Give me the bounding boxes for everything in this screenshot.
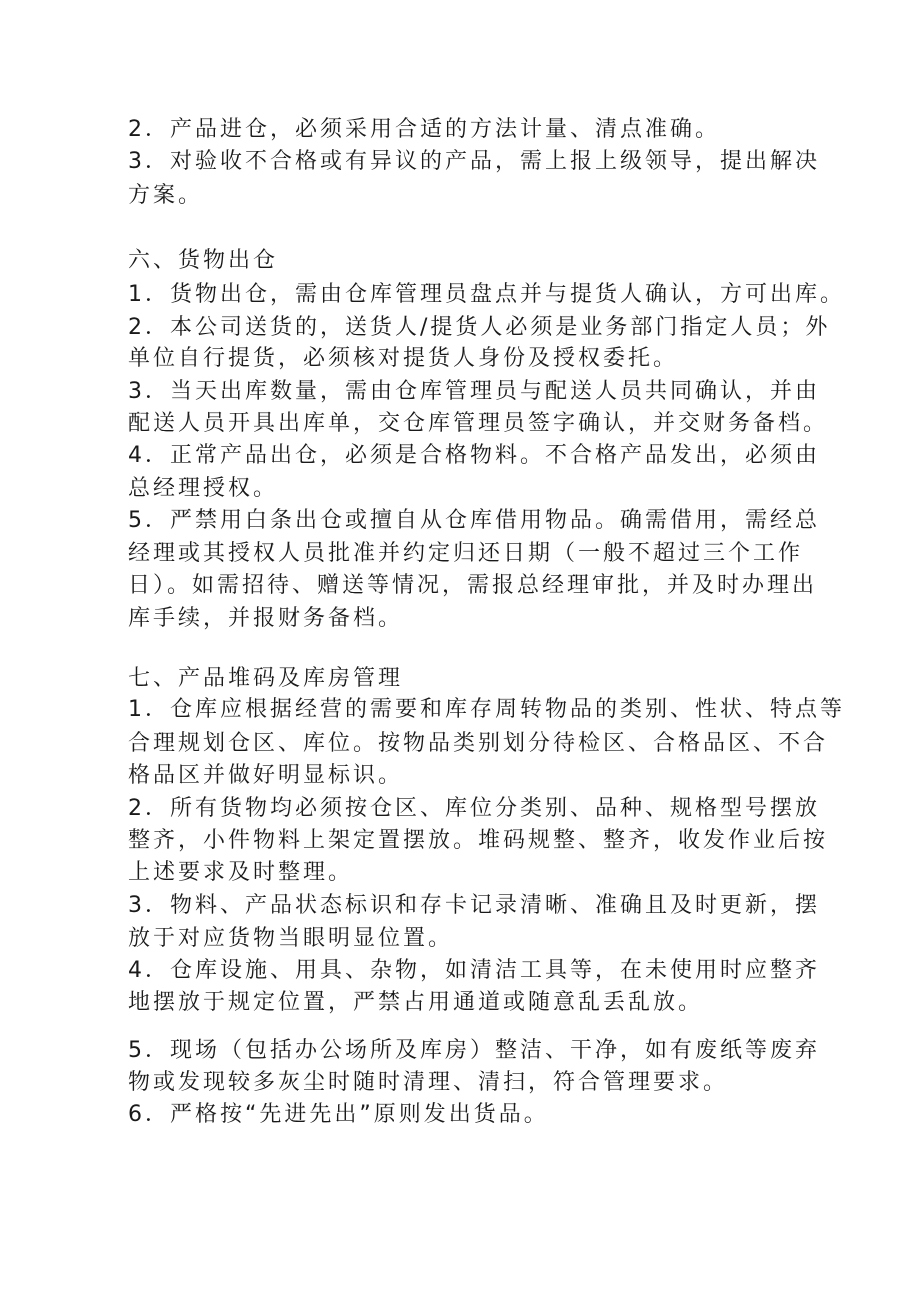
text-line: 1．仓库应根据经营的需要和库存周转物品的类别、性状、特点等 — [128, 697, 845, 722]
text-line: 4．仓库设施、用具、杂物，如清洁工具等，在未使用时应整齐 — [128, 958, 820, 983]
text-line: 1．货物出仓，需由仓库管理员盘点并与提货人确认，方可出库。 — [128, 282, 845, 307]
text-line: 格品区并做好明显标识。 — [128, 763, 404, 788]
section-heading: 七、产品堆码及库房管理 — [128, 666, 404, 691]
text-line: 物或发现较多灰尘时随时清理、清扫，符合管理要求。 — [128, 1070, 729, 1095]
text-line: 3．当天出库数量，需由仓库管理员与配送人员共同确认，并由 — [128, 379, 820, 404]
text-line: 放于对应货物当眼明显位置。 — [128, 926, 454, 951]
text-line: 3．对验收不合格或有异议的产品，需上报上级领导，提出解决 — [128, 149, 820, 174]
text-line: 经理或其授权人员批准并约定归还日期（一般不超过三个工作 — [128, 541, 804, 566]
text-line: 库手续，并报财务备档。 — [128, 606, 404, 631]
text-line: 2．产品进仓，必须采用合适的方法计量、清点准确。 — [128, 117, 720, 142]
text-line: 合理规划仓区、库位。按物品类别划分待检区、合格品区、不合 — [128, 731, 829, 756]
text-line: 整齐，小件物料上架定置摆放。堆码规整、整齐，收发作业后按 — [128, 828, 829, 853]
text-line: 单位自行提货，必须核对提货人身份及授权委托。 — [128, 346, 679, 371]
text-line: 配送人员开具出库单，交仓库管理员签字确认，并交财务备档。 — [128, 411, 829, 436]
text-line: 日）。如需招待、赠送等情况，需报总经理审批，并及时办理出 — [128, 573, 818, 598]
text-line: 总经理授权。 — [128, 476, 279, 501]
text-line: 2．所有货物均必须按仓区、库位分类别、品种、规格型号摆放 — [128, 796, 820, 821]
text-line: 4．正常产品出仓，必须是合格物料。不合格产品发出，必须由 — [128, 443, 820, 468]
text-line: 5．现场（包括办公场所及库房）整洁、干净，如有废纸等废弃 — [128, 1038, 820, 1063]
text-line: 3．物料、产品状态标识和存卡记录清晰、准确且及时更新，摆 — [128, 893, 820, 918]
text-line: 2．本公司送货的，送货人/提货人必须是业务部门指定人员；外 — [128, 315, 831, 340]
text-line: 6．严格按“先进先出”原则发出货品。 — [128, 1102, 549, 1127]
text-line: 地摆放于规定位置，严禁占用通道或随意乱丢乱放。 — [128, 990, 704, 1015]
text-line: 5．严禁用白条出仓或擅自从仓库借用物品。确需借用，需经总 — [128, 508, 820, 533]
section-heading: 六、货物出仓 — [128, 248, 279, 273]
text-line: 方案。 — [128, 183, 204, 208]
text-line: 上述要求及时整理。 — [128, 860, 354, 885]
